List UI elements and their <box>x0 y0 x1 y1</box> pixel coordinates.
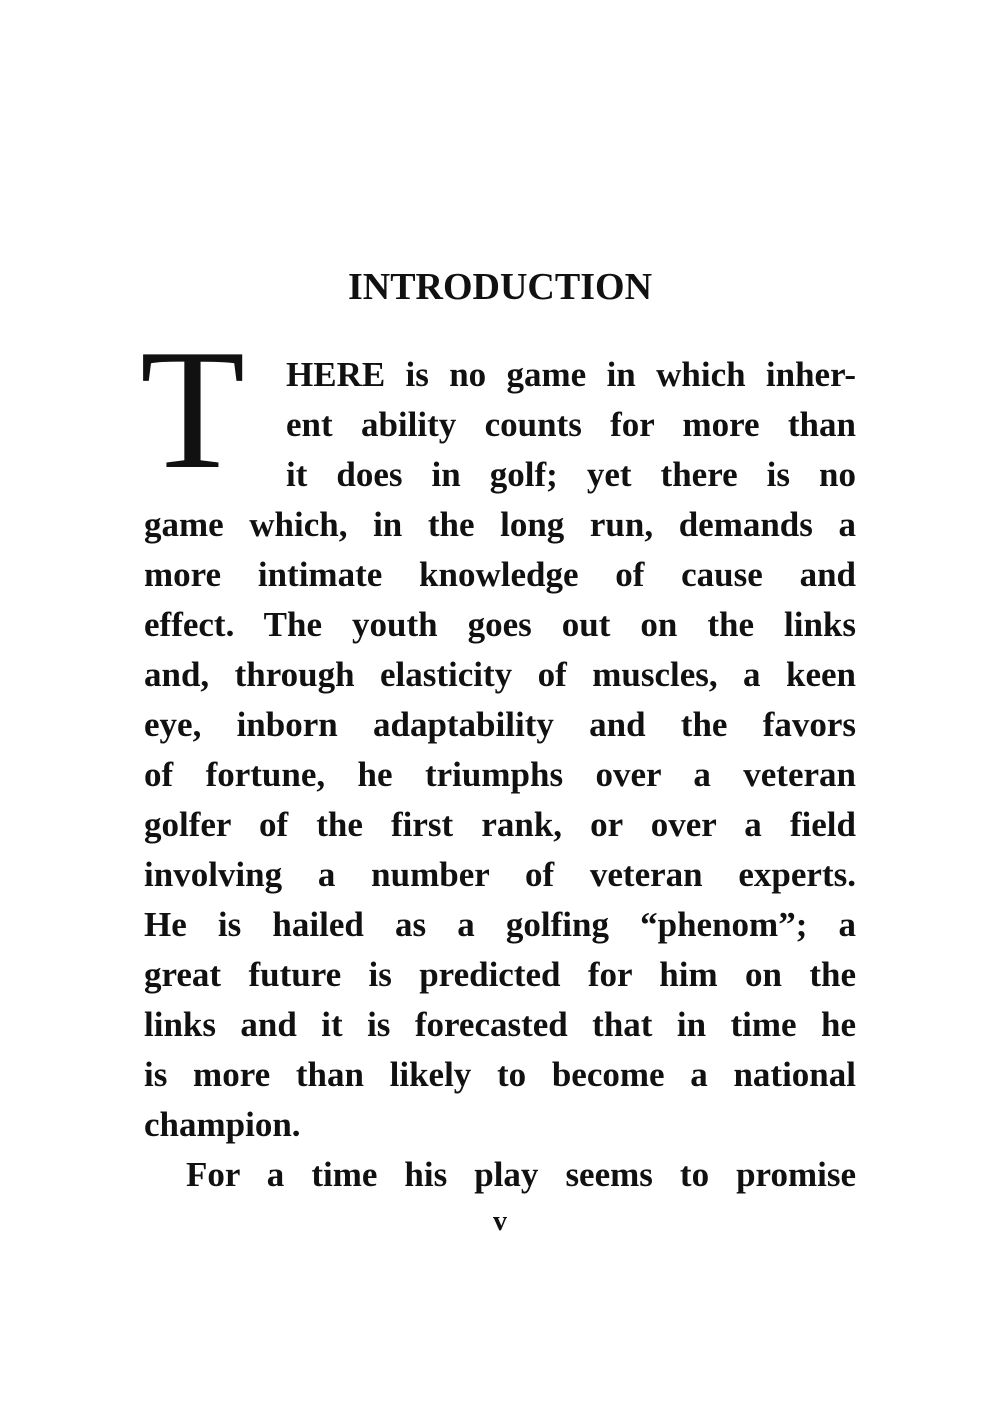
text-line: great future is predicted for him on the <box>144 955 856 994</box>
text-line: it does in golf; yet there is no <box>286 455 856 494</box>
text-line: HERE is no game in which inher- <box>286 355 856 394</box>
text-line: is more than likely to become a national <box>144 1055 856 1094</box>
text-line: more intimate knowledge of cause and <box>144 555 856 594</box>
text-line: involving a number of veteran experts. <box>144 855 856 894</box>
text-line: effect. The youth goes out on the links <box>144 605 856 644</box>
text-line: golfer of the first rank, or over a field <box>144 805 856 844</box>
page-number: v <box>493 1206 507 1237</box>
text-line: game which, in the long run, demands a <box>144 505 856 544</box>
text-line: For a time his play seems to promise <box>186 1155 856 1194</box>
text-line: and, through elasticity of muscles, a keen <box>144 655 856 694</box>
text-line: ent ability counts for more than <box>286 405 856 444</box>
drop-cap-letter: T <box>140 315 246 505</box>
text-line: links and it is forecasted that in time he <box>144 1005 856 1044</box>
text-line: of fortune, he triumphs over a veteran <box>144 755 856 794</box>
text-line: champion. <box>144 1105 301 1144</box>
text-line: eye, inborn adaptability and the favors <box>144 705 856 744</box>
text-line: He is hailed as a golfing “phenom”; a <box>144 905 856 944</box>
chapter-heading: INTRODUCTION <box>347 266 653 308</box>
